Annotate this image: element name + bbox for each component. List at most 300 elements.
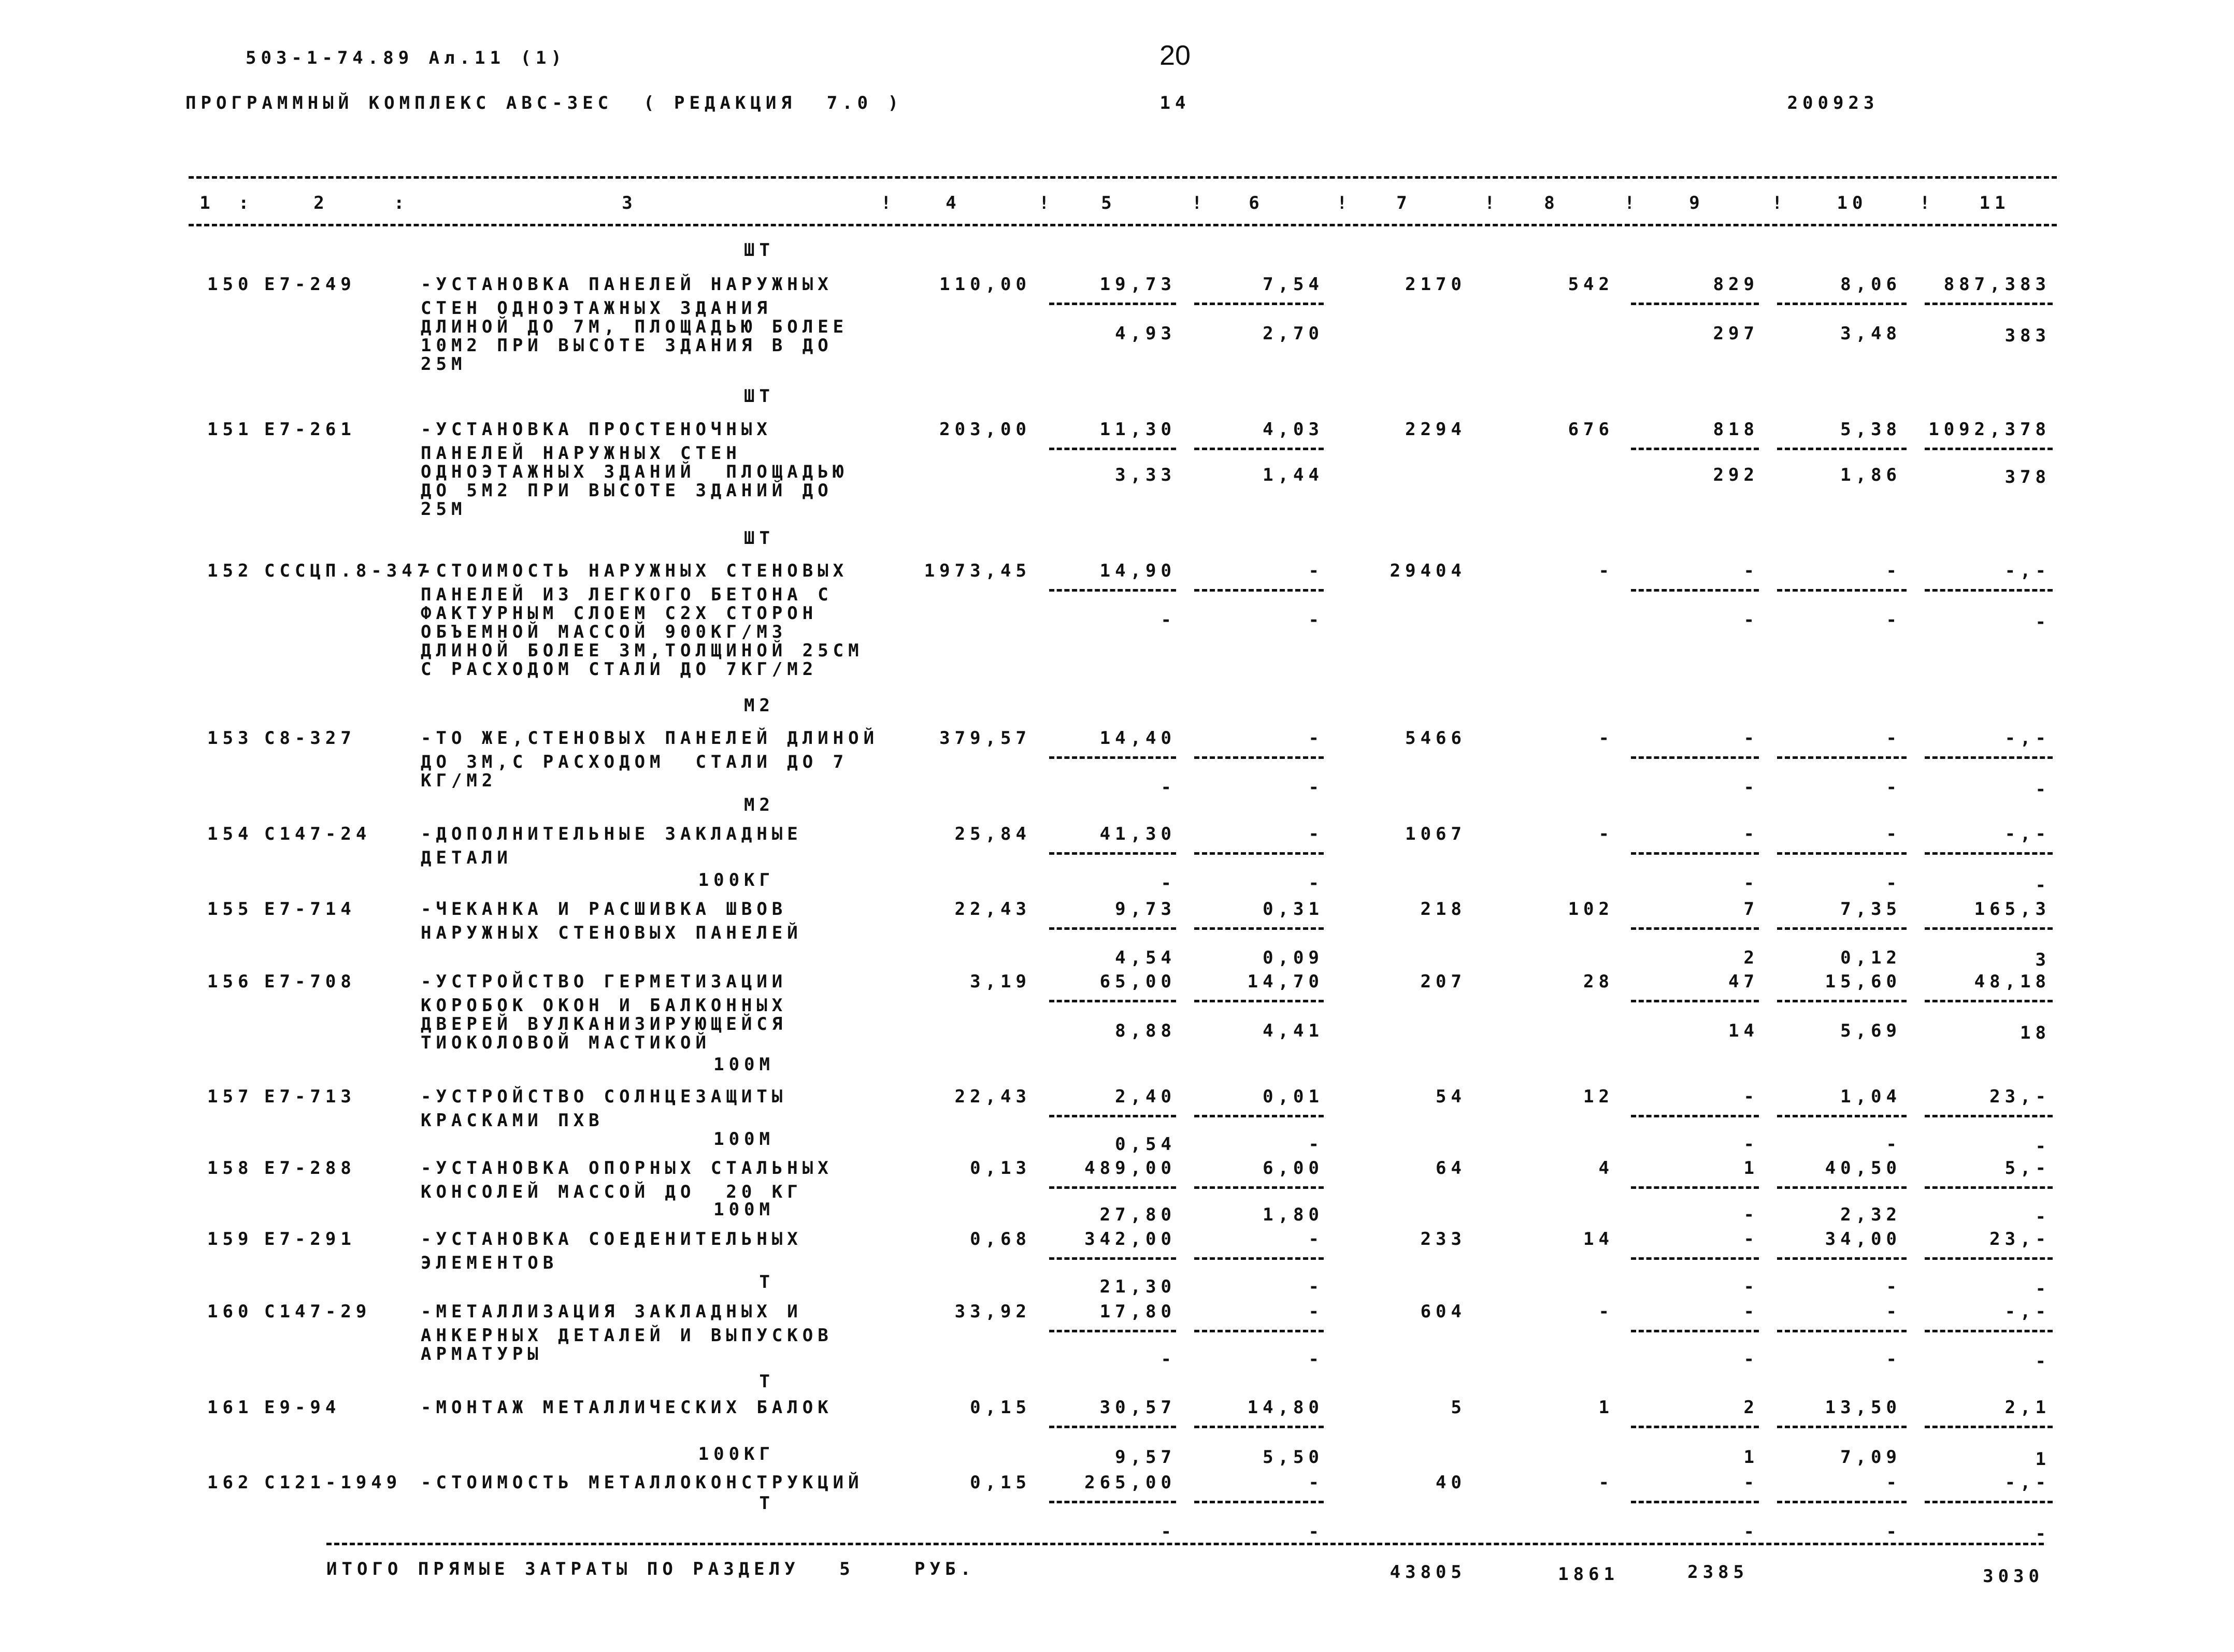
work-description: ДЛИНОЙ ДО 7М, ПЛОЩАДЬЮ БОЛЕЕ: [421, 317, 849, 337]
labor-unit-secondary: -: [1886, 1134, 1901, 1155]
total-cost: 218: [1420, 899, 1466, 920]
work-description: -ДОПОЛНИТЕЛЬНЫЕ ЗАКЛАДНЫЕ: [421, 824, 803, 844]
cell-divider: [1925, 1501, 2053, 1503]
column-separator: !: [1039, 193, 1054, 213]
labor-total: -,-: [2004, 824, 2051, 844]
work-description: ДО 3М,С РАСХОДОМ СТАЛИ ДО 7: [421, 752, 849, 772]
total-cost: 29404: [1390, 561, 1466, 581]
unit-operation-cost: 14,80: [1247, 1397, 1324, 1418]
unit-label: 100М: [713, 1129, 775, 1150]
wages: 12: [1583, 1086, 1614, 1107]
operation-cost: -: [1743, 728, 1759, 749]
column-header-5: 5: [1101, 193, 1116, 213]
cell-divider: [1194, 589, 1324, 592]
work-description: ОБЪЕМНОЙ МАССОЙ 900КГ/М3: [421, 622, 787, 642]
cell-divider: [1631, 1426, 1759, 1428]
rate-code: С147-29: [264, 1301, 371, 1322]
unit-label: 100КГ: [698, 1444, 775, 1464]
cell-divider: [1777, 589, 1907, 592]
column-separator: !: [1484, 193, 1500, 213]
unit-operation-cost: -: [1308, 1301, 1324, 1322]
work-description: АНКЕРНЫХ ДЕТАЛЕЙ И ВЫПУСКОВ: [421, 1325, 833, 1346]
labor-total: -,-: [2004, 1472, 2051, 1493]
unit-operation-cost-secondary: 4,41: [1263, 1021, 1324, 1041]
cell-divider: [1194, 927, 1324, 930]
unit-operation-cost: -: [1308, 561, 1324, 581]
column-separator: !: [1624, 193, 1640, 213]
total-cost: 604: [1420, 1301, 1466, 1322]
quantity: 0,15: [970, 1472, 1031, 1493]
column-header-2: 2: [313, 193, 329, 213]
unit-cost-secondary: -: [1161, 610, 1176, 630]
total-cost: 207: [1420, 971, 1466, 992]
rate-code: С147-24: [264, 824, 371, 844]
unit-label: Т: [759, 1493, 775, 1514]
unit-operation-cost-secondary: -: [1308, 1521, 1324, 1542]
column-separator: !: [1192, 193, 1207, 213]
work-description: -МОНТАЖ МЕТАЛЛИЧЕСКИХ БАЛОК: [421, 1397, 833, 1418]
work-description: 25М: [421, 499, 467, 520]
column-header-11: 11: [1979, 193, 2010, 213]
cell-divider: [1925, 927, 2053, 930]
column-separator: :: [238, 193, 254, 213]
unit-cost-secondary: -: [1161, 777, 1176, 798]
rate-code: С8-327: [264, 728, 356, 749]
total-section: 5: [839, 1559, 855, 1579]
unit-cost-secondary: -: [1161, 1521, 1176, 1542]
unit-cost: 9,73: [1115, 899, 1176, 920]
labor-total-secondary: -: [2035, 1351, 2051, 1372]
work-description: -МЕТАЛЛИЗАЦИЯ ЗАКЛАДНЫХ И: [421, 1301, 803, 1322]
unit-operation-cost-secondary: -: [1308, 610, 1324, 630]
work-description: ЭЛЕМЕНТОВ: [421, 1253, 558, 1273]
cell-divider: [1631, 852, 1759, 855]
quantity: 3,19: [970, 971, 1031, 992]
rate-code: Е7-249: [264, 274, 356, 295]
cell-divider: [1049, 1000, 1176, 1002]
total-cost: 5466: [1405, 728, 1466, 749]
wages: 1: [1598, 1397, 1614, 1418]
column-header-8: 8: [1544, 193, 1559, 213]
wages: 14: [1583, 1229, 1614, 1249]
work-description: СТЕН ОДНОЭТАЖНЫХ ЗДАНИЯ: [421, 298, 772, 319]
unit-cost: 14,40: [1099, 728, 1176, 749]
labor-total-secondary: -: [2035, 779, 2051, 800]
labor-unit-secondary: 3,48: [1840, 323, 1901, 344]
unit-cost: 65,00: [1099, 971, 1176, 992]
work-description: ПАНЕЛЕЙ ИЗ ЛЕГКОГО БЕТОНА С: [421, 584, 833, 605]
operation-cost: 47: [1728, 971, 1759, 992]
unit-operation-cost: 4,03: [1263, 419, 1324, 440]
cell-divider: [1049, 1501, 1176, 1503]
work-description: КОРОБОК ОКОН И БАЛКОННЫХ: [421, 995, 787, 1016]
labor-total: 23,-: [1989, 1229, 2051, 1249]
cell-divider: [1777, 1115, 1907, 1117]
labor-unit: -: [1886, 561, 1901, 581]
labor-unit: 34,00: [1825, 1229, 1901, 1249]
unit-cost-secondary: 4,93: [1115, 323, 1176, 344]
row-number: 161: [207, 1397, 253, 1418]
labor-unit: -: [1886, 824, 1901, 844]
operation-cost-secondary: -: [1743, 1349, 1759, 1370]
program-title: ПРОГРАММНЫЙ КОМПЛЕКС АВС-3ЕС ( РЕДАКЦИЯ 7.0 ): [185, 93, 904, 113]
work-description: -СТОИМОСТЬ НАРУЖНЫХ СТЕНОВЫХ: [421, 561, 849, 581]
total-cost: 54: [1436, 1086, 1466, 1107]
operation-cost-secondary: -: [1743, 873, 1759, 894]
table-top-rule: [189, 176, 2057, 179]
cell-divider: [1777, 1000, 1907, 1002]
column-header-9: 9: [1689, 193, 1705, 213]
work-description: ФАКТУРНЫМ СЛОЕМ С2Х СТОРОН: [421, 603, 818, 624]
cell-divider: [1777, 303, 1907, 305]
cell-divider: [1777, 1426, 1907, 1428]
unit-cost-secondary: 9,57: [1115, 1447, 1176, 1468]
labor-unit: 13,50: [1825, 1397, 1901, 1418]
work-description: АРМАТУРЫ: [421, 1344, 543, 1364]
cell-divider: [1631, 1115, 1759, 1117]
work-description: КГ/М2: [421, 770, 497, 791]
total-cost: 1067: [1405, 824, 1466, 844]
labor-unit-secondary: 1,86: [1840, 465, 1901, 485]
column-header-7: 7: [1396, 193, 1412, 213]
unit-label: ШТ: [744, 240, 775, 261]
rate-code: Е7-261: [264, 419, 356, 440]
unit-cost: 11,30: [1099, 419, 1176, 440]
unit-cost: 19,73: [1099, 274, 1176, 295]
cell-divider: [1194, 303, 1324, 305]
column-header-1: 1: [199, 193, 215, 213]
column-separator: !: [881, 193, 896, 213]
rate-code: СССЦП.8-347: [264, 561, 433, 581]
wages: 102: [1568, 899, 1614, 920]
cell-divider: [1049, 1426, 1176, 1428]
cell-divider: [1631, 1186, 1759, 1189]
rate-code: Е7-708: [264, 971, 356, 992]
quantity: 22,43: [954, 899, 1031, 920]
operation-cost: 1: [1743, 1158, 1759, 1179]
unit-operation-cost-secondary: 2,70: [1263, 323, 1324, 344]
labor-total: 1092,378: [1928, 419, 2051, 440]
labor-total-secondary: 18: [2020, 1023, 2051, 1043]
row-number: 151: [207, 419, 253, 440]
work-description: 25М: [421, 354, 467, 375]
total-cost: 233: [1420, 1229, 1466, 1249]
labor-unit-secondary: 5,69: [1840, 1021, 1901, 1041]
cell-divider: [1631, 303, 1759, 305]
cell-divider: [1925, 1257, 2053, 1260]
cell-divider: [1631, 448, 1759, 450]
unit-cost-secondary: 4,54: [1115, 947, 1176, 968]
labor-unit: 8,06: [1840, 274, 1901, 295]
date-code: 200923: [1787, 93, 1879, 113]
cell-divider: [1049, 1257, 1176, 1260]
cell-divider: [1925, 1186, 2053, 1189]
work-description: -УСТАНОВКА СОЕДЕНИТЕЛЬНЫХ: [421, 1229, 803, 1249]
column-header-6: 6: [1249, 193, 1264, 213]
work-description: КОНСОЛЕЙ МАССОЙ ДО 20 КГ: [421, 1182, 803, 1202]
wages: -: [1598, 824, 1614, 844]
labor-total: 2,1: [2004, 1397, 2051, 1418]
unit-cost-secondary: 8,88: [1115, 1021, 1176, 1041]
labor-total: 48,18: [1974, 971, 2051, 992]
cell-divider: [1631, 1257, 1759, 1260]
operation-cost-secondary: -: [1743, 1204, 1759, 1225]
wages-sum: 1861: [1558, 1564, 1619, 1585]
work-description: -СТОИМОСТЬ МЕТАЛЛОКОНСТРУКЦИЙ: [421, 1472, 864, 1493]
cell-divider: [1631, 589, 1759, 592]
labor-total: 165,3: [1974, 899, 2051, 920]
unit-operation-cost: -: [1308, 1229, 1324, 1249]
unit-operation-cost-secondary: -: [1308, 873, 1324, 894]
cell-divider: [1631, 1330, 1759, 1332]
row-number: 160: [207, 1301, 253, 1322]
quantity: 33,92: [954, 1301, 1031, 1322]
quantity: 203,00: [939, 419, 1031, 440]
labor-total-secondary: 1: [2035, 1449, 2051, 1470]
unit-operation-cost: -: [1308, 728, 1324, 749]
cell-divider: [1925, 448, 2053, 450]
unit-operation-cost-secondary: -: [1308, 1134, 1324, 1155]
cell-divider: [1631, 756, 1759, 759]
labor-total: -,-: [2004, 1301, 2051, 1322]
operation-cost-secondary: -: [1743, 1521, 1759, 1542]
row-number: 159: [207, 1229, 253, 1249]
total-rule: [326, 1543, 2044, 1545]
unit-cost-secondary: 27,80: [1099, 1204, 1176, 1225]
unit-operation-cost-secondary: 5,50: [1263, 1447, 1324, 1468]
quantity: 25,84: [954, 824, 1031, 844]
cell-divider: [1777, 927, 1907, 930]
cell-divider: [1049, 1115, 1176, 1117]
operation-cost: -: [1743, 561, 1759, 581]
work-description: ДВЕРЕЙ ВУЛКАНИЗИРУЮЩЕЙСЯ: [421, 1014, 787, 1035]
labor-total-secondary: 378: [2004, 467, 2051, 487]
labor-total: 887,383: [1943, 274, 2051, 295]
column-separator: :: [394, 193, 409, 213]
operation-cost-secondary: 297: [1713, 323, 1759, 344]
unit-operation-cost: 7,54: [1263, 274, 1324, 295]
unit-label: М2: [744, 695, 775, 716]
wages: -: [1598, 561, 1614, 581]
work-description: -УСТАНОВКА ОПОРНЫХ СТАЛЬНЫХ: [421, 1158, 833, 1179]
row-number: 162: [207, 1472, 253, 1493]
cell-divider: [1777, 756, 1907, 759]
cell-divider: [1631, 927, 1759, 930]
labor-total-secondary: -: [2035, 1278, 2051, 1299]
labor-total-secondary: 3: [2035, 950, 2051, 970]
cell-divider: [1925, 1330, 2053, 1332]
column-separator: !: [1337, 193, 1352, 213]
unit-operation-cost: 6,00: [1263, 1158, 1324, 1179]
cell-divider: [1777, 1186, 1907, 1189]
operation-cost-secondary: -: [1743, 777, 1759, 798]
cell-divider: [1194, 1000, 1324, 1002]
labor-unit-secondary: -: [1886, 1276, 1901, 1297]
labor-total: 5,-: [2004, 1158, 2051, 1179]
unit-operation-cost: 14,70: [1247, 971, 1324, 992]
page-number: 20: [1159, 40, 1191, 71]
labor-unit: -: [1886, 728, 1901, 749]
wages: 28: [1583, 971, 1614, 992]
operation-cost-secondary: -: [1743, 1134, 1759, 1155]
cell-divider: [1049, 927, 1176, 930]
cell-divider: [1777, 1501, 1907, 1503]
work-description: ПАНЕЛЕЙ НАРУЖНЫХ СТЕН: [421, 443, 741, 464]
unit-operation-cost-secondary: 1,80: [1263, 1204, 1324, 1225]
unit-operation-cost-secondary: -: [1308, 1276, 1324, 1297]
labor-unit-secondary: -: [1886, 1349, 1901, 1370]
work-description: ДЛИНОЙ БОЛЕЕ 3М,ТОЛЩИНОЙ 25СМ: [421, 640, 864, 661]
cell-divider: [1194, 756, 1324, 759]
labor-unit: 40,50: [1825, 1158, 1901, 1179]
unit-operation-cost-secondary: 0,09: [1263, 947, 1324, 968]
unit-operation-cost-secondary: -: [1308, 777, 1324, 798]
labor-unit: 7,35: [1840, 899, 1901, 920]
row-number: 155: [207, 899, 253, 920]
cell-divider: [1925, 1115, 2053, 1117]
unit-cost: 489,00: [1084, 1158, 1176, 1179]
rate-code: Е7-291: [264, 1229, 356, 1249]
labor-total-secondary: 383: [2004, 325, 2051, 346]
operation-cost: 829: [1713, 274, 1759, 295]
total-cost-sum: 43805: [1390, 1562, 1466, 1583]
operation-cost: 7: [1743, 899, 1759, 920]
row-number: 152: [207, 561, 253, 581]
unit-cost: 30,57: [1099, 1397, 1176, 1418]
operation-cost-secondary: -: [1743, 610, 1759, 630]
unit-cost: 14,90: [1099, 561, 1176, 581]
wages: 676: [1568, 419, 1614, 440]
unit-cost: 17,80: [1099, 1301, 1176, 1322]
work-description: -ЧЕКАНКА И РАСШИВКА ШВОВ: [421, 899, 787, 920]
cell-divider: [1925, 303, 2053, 305]
work-description: С РАСХОДОМ СТАЛИ ДО 7КГ/М2: [421, 659, 818, 680]
cell-divider: [1194, 1330, 1324, 1332]
cell-divider: [1049, 852, 1176, 855]
unit-cost-secondary: -: [1161, 1349, 1176, 1370]
operation-cost: -: [1743, 1301, 1759, 1322]
total-label: ИТОГО ПРЯМЫЕ ЗАТРАТЫ ПО РАЗДЕЛУ: [326, 1559, 800, 1579]
unit-cost: 342,00: [1084, 1229, 1176, 1249]
labor-total: -,-: [2004, 728, 2051, 749]
unit-cost-secondary: 0,54: [1115, 1134, 1176, 1155]
wages: 4: [1598, 1158, 1614, 1179]
wages: 542: [1568, 274, 1614, 295]
row-number: 156: [207, 971, 253, 992]
row-number: 158: [207, 1158, 253, 1179]
labor-unit: 15,60: [1825, 971, 1901, 992]
rate-code: Е7-713: [264, 1086, 356, 1107]
operation-cost-secondary: -: [1743, 1276, 1759, 1297]
cell-divider: [1925, 1426, 2053, 1428]
quantity: 110,00: [939, 274, 1031, 295]
cell-divider: [1777, 852, 1907, 855]
operation-cost: -: [1743, 1229, 1759, 1249]
labor-unit: -: [1886, 1472, 1901, 1493]
operation-cost: -: [1743, 824, 1759, 844]
work-description: -УСТАНОВКА ПРОСТЕНОЧНЫХ: [421, 419, 772, 440]
column-header-3: 3: [622, 193, 637, 213]
column-separator: !: [1920, 193, 1935, 213]
work-description: -УСТАНОВКА ПАНЕЛЕЙ НАРУЖНЫХ: [421, 274, 833, 295]
labor-total: 23,-: [1989, 1086, 2051, 1107]
column-header-4: 4: [946, 193, 961, 213]
cell-divider: [1925, 756, 2053, 759]
cell-divider: [1194, 1115, 1324, 1117]
wages: -: [1598, 1301, 1614, 1322]
quantity: 1973,45: [924, 561, 1031, 581]
cell-divider: [1049, 303, 1176, 305]
cell-divider: [1194, 1426, 1324, 1428]
quantity: 379,57: [939, 728, 1031, 749]
labor-unit-secondary: -: [1886, 1521, 1901, 1542]
document-code: 503-1-74.89 Ал.11 (1): [246, 48, 566, 68]
rate-code: Е9-94: [264, 1397, 341, 1418]
operation-cost: 818: [1713, 419, 1759, 440]
unit-operation-cost-secondary: -: [1308, 1349, 1324, 1370]
unit-operation-cost: -: [1308, 1472, 1324, 1493]
row-number: 157: [207, 1086, 253, 1107]
rate-code: Е7-288: [264, 1158, 356, 1179]
labor-unit-secondary: 0,12: [1840, 947, 1901, 968]
unit-cost-secondary: 3,33: [1115, 465, 1176, 485]
unit-operation-cost: 0,31: [1263, 899, 1324, 920]
cell-divider: [1777, 448, 1907, 450]
total-cost: 2170: [1405, 274, 1466, 295]
column-header-10: 10: [1837, 193, 1868, 213]
total-cost: 64: [1436, 1158, 1466, 1179]
table-header-rule: [189, 224, 2057, 226]
unit-cost-secondary: -: [1161, 873, 1176, 894]
work-description: 10М2 ПРИ ВЫСОТЕ ЗДАНИЯ В ДО: [421, 335, 833, 356]
work-description: -УСТРОЙСТВО ГЕРМЕТИЗАЦИИ: [421, 971, 787, 992]
rate-code: Е7-714: [264, 899, 356, 920]
row-number: 153: [207, 728, 253, 749]
labor-unit-secondary: 7,09: [1840, 1447, 1901, 1468]
unit-cost: 41,30: [1099, 824, 1176, 844]
cell-divider: [1631, 1501, 1759, 1503]
operation-cost-secondary: 2: [1743, 947, 1759, 968]
unit-operation-cost-secondary: 1,44: [1263, 465, 1324, 485]
labor-unit-secondary: -: [1886, 873, 1901, 894]
cell-divider: [1194, 1257, 1324, 1260]
unit-label: Т: [759, 1371, 775, 1392]
cell-divider: [1925, 852, 2053, 855]
cell-divider: [1631, 1000, 1759, 1002]
column-separator: !: [1772, 193, 1787, 213]
cell-divider: [1925, 1000, 2053, 1002]
unit-operation-cost: 0,01: [1263, 1086, 1324, 1107]
unit-cost: 265,00: [1084, 1472, 1176, 1493]
cell-divider: [1777, 1330, 1907, 1332]
labor-total-secondary: -: [2035, 1524, 2051, 1544]
operation-cost-secondary: 1: [1743, 1447, 1759, 1468]
operation-cost-sum: 2385: [1687, 1562, 1749, 1583]
cell-divider: [1049, 1330, 1176, 1332]
unit-cost-secondary: 21,30: [1099, 1276, 1176, 1297]
operation-cost: -: [1743, 1086, 1759, 1107]
cell-divider: [1925, 589, 2053, 592]
unit-label: ШТ: [744, 386, 775, 407]
cell-divider: [1777, 1257, 1907, 1260]
cell-divider: [1049, 448, 1176, 450]
total-currency: РУБ.: [914, 1559, 976, 1579]
labor-total-secondary: -: [2035, 1136, 2051, 1157]
labor-total-secondary: -: [2035, 1206, 2051, 1227]
labor-unit-secondary: -: [1886, 777, 1901, 798]
labor-unit: -: [1886, 1301, 1901, 1322]
cell-divider: [1194, 1186, 1324, 1189]
